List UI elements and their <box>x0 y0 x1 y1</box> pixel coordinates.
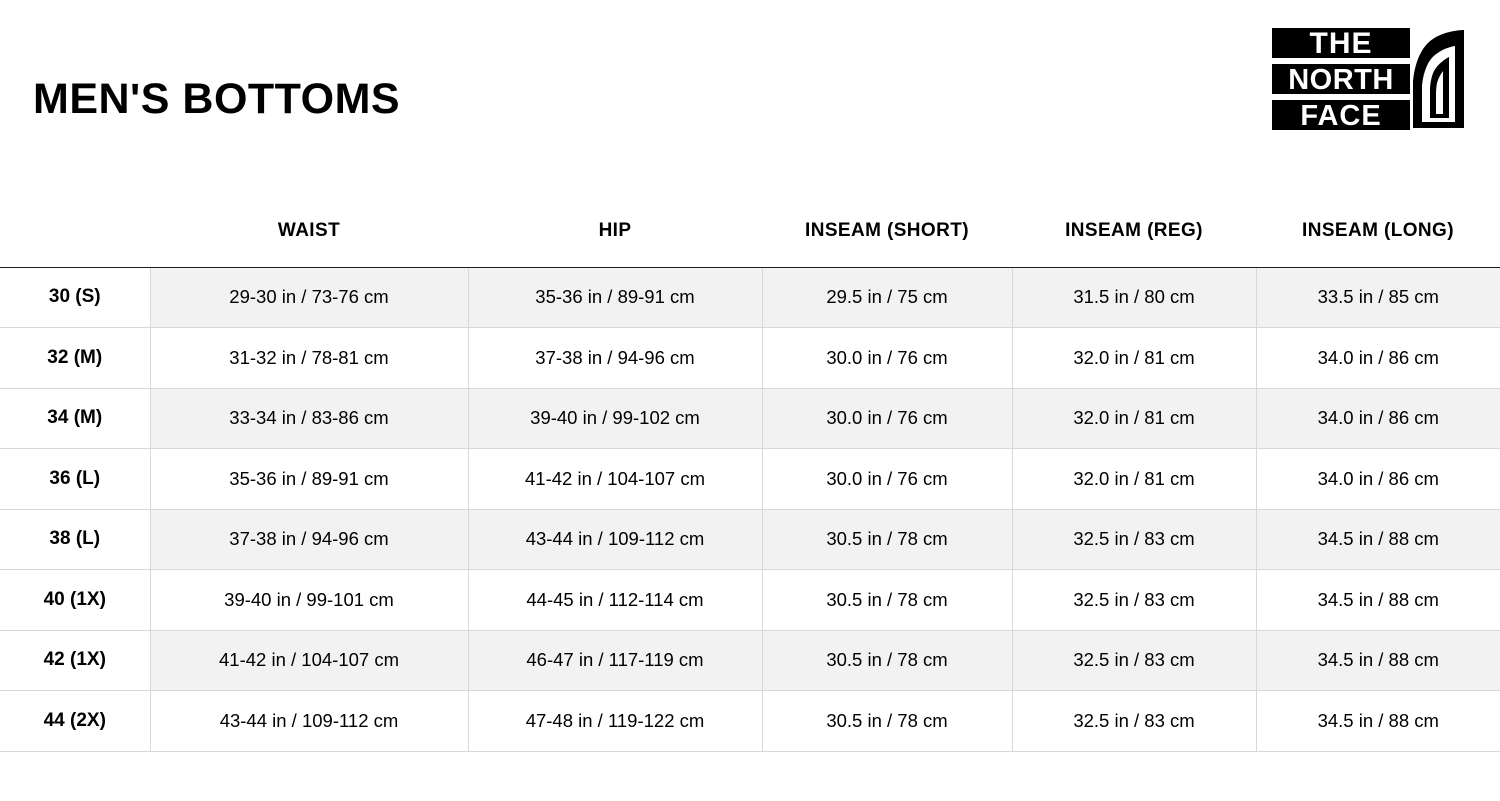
table-row <box>0 328 1500 389</box>
cell-inseam-long: 34.0 in / 86 cm <box>1256 449 1500 510</box>
page-title: MEN'S BOTTOMS <box>33 75 401 123</box>
cell-hip: 39-40 in / 99-102 cm <box>468 388 762 449</box>
cell-waist: 29-30 in / 73-76 cm <box>150 267 468 328</box>
cell-waist: 35-36 in / 89-91 cm <box>150 449 468 510</box>
cell-inseam-short: 30.5 in / 78 cm <box>762 691 1012 752</box>
cell-inseam-short: 30.0 in / 76 cm <box>762 328 1012 389</box>
cell-hip: 35-36 in / 89-91 cm <box>468 267 762 328</box>
cell-hip: 43-44 in / 109-112 cm <box>468 509 762 570</box>
cell-size: 30 (S) <box>0 267 150 328</box>
cell-hip: 44-45 in / 112-114 cm <box>468 570 762 631</box>
svg-text:THE: THE <box>1309 27 1373 60</box>
cell-inseam-long: 34.5 in / 88 cm <box>1256 630 1500 691</box>
column-header-inseam-reg: INSEAM (REG) <box>1012 196 1256 267</box>
column-header-inseam-long: INSEAM (LONG) <box>1256 196 1500 267</box>
cell-inseam-short: 29.5 in / 75 cm <box>762 267 1012 328</box>
cell-inseam-short: 30.0 in / 76 cm <box>762 388 1012 449</box>
cell-waist: 41-42 in / 104-107 cm <box>150 630 468 691</box>
table-row <box>0 267 1500 328</box>
cell-inseam-reg: 32.5 in / 83 cm <box>1012 691 1256 752</box>
table-row <box>0 509 1500 570</box>
column-header-waist: WAIST <box>150 196 468 267</box>
cell-hip: 46-47 in / 117-119 cm <box>468 630 762 691</box>
table-row <box>0 630 1500 691</box>
cell-waist: 39-40 in / 99-101 cm <box>150 570 468 631</box>
cell-inseam-reg: 32.0 in / 81 cm <box>1012 449 1256 510</box>
cell-waist: 37-38 in / 94-96 cm <box>150 509 468 570</box>
cell-inseam-reg: 32.5 in / 83 cm <box>1012 570 1256 631</box>
cell-size: 36 (L) <box>0 449 150 510</box>
cell-inseam-long: 34.0 in / 86 cm <box>1256 388 1500 449</box>
cell-inseam-reg: 32.0 in / 81 cm <box>1012 328 1256 389</box>
cell-inseam-reg: 32.0 in / 81 cm <box>1012 388 1256 449</box>
cell-waist: 31-32 in / 78-81 cm <box>150 328 468 389</box>
cell-size: 40 (1X) <box>0 570 150 631</box>
cell-inseam-reg: 32.5 in / 83 cm <box>1012 509 1256 570</box>
cell-size: 42 (1X) <box>0 630 150 691</box>
svg-text:FACE: FACE <box>1300 100 1382 132</box>
cell-inseam-reg: 32.5 in / 83 cm <box>1012 630 1256 691</box>
cell-inseam-short: 30.5 in / 78 cm <box>762 509 1012 570</box>
cell-waist: 43-44 in / 109-112 cm <box>150 691 468 752</box>
cell-inseam-long: 34.5 in / 88 cm <box>1256 570 1500 631</box>
cell-inseam-short: 30.5 in / 78 cm <box>762 630 1012 691</box>
cell-size: 44 (2X) <box>0 691 150 752</box>
cell-inseam-long: 34.5 in / 88 cm <box>1256 691 1500 752</box>
table-header-row <box>0 196 1500 267</box>
cell-inseam-reg: 31.5 in / 80 cm <box>1012 267 1256 328</box>
table-row <box>0 570 1500 631</box>
cell-inseam-short: 30.5 in / 78 cm <box>762 570 1012 631</box>
svg-text:NORTH: NORTH <box>1288 64 1394 96</box>
the-north-face-logo <box>1264 24 1464 134</box>
cell-size: 32 (M) <box>0 328 150 389</box>
cell-inseam-long: 33.5 in / 85 cm <box>1256 267 1500 328</box>
cell-inseam-long: 34.0 in / 86 cm <box>1256 328 1500 389</box>
cell-hip: 47-48 in / 119-122 cm <box>468 691 762 752</box>
cell-inseam-short: 30.0 in / 76 cm <box>762 449 1012 510</box>
size-chart-table <box>0 196 1500 752</box>
table-row <box>0 388 1500 449</box>
column-header-size <box>0 196 150 267</box>
table-row <box>0 449 1500 510</box>
column-header-inseam-short: INSEAM (SHORT) <box>762 196 1012 267</box>
cell-size: 38 (L) <box>0 509 150 570</box>
cell-hip: 37-38 in / 94-96 cm <box>468 328 762 389</box>
cell-size: 34 (M) <box>0 388 150 449</box>
cell-inseam-long: 34.5 in / 88 cm <box>1256 509 1500 570</box>
column-header-hip: HIP <box>468 196 762 267</box>
cell-waist: 33-34 in / 83-86 cm <box>150 388 468 449</box>
cell-hip: 41-42 in / 104-107 cm <box>468 449 762 510</box>
page-header <box>0 0 1500 175</box>
table-row <box>0 691 1500 752</box>
